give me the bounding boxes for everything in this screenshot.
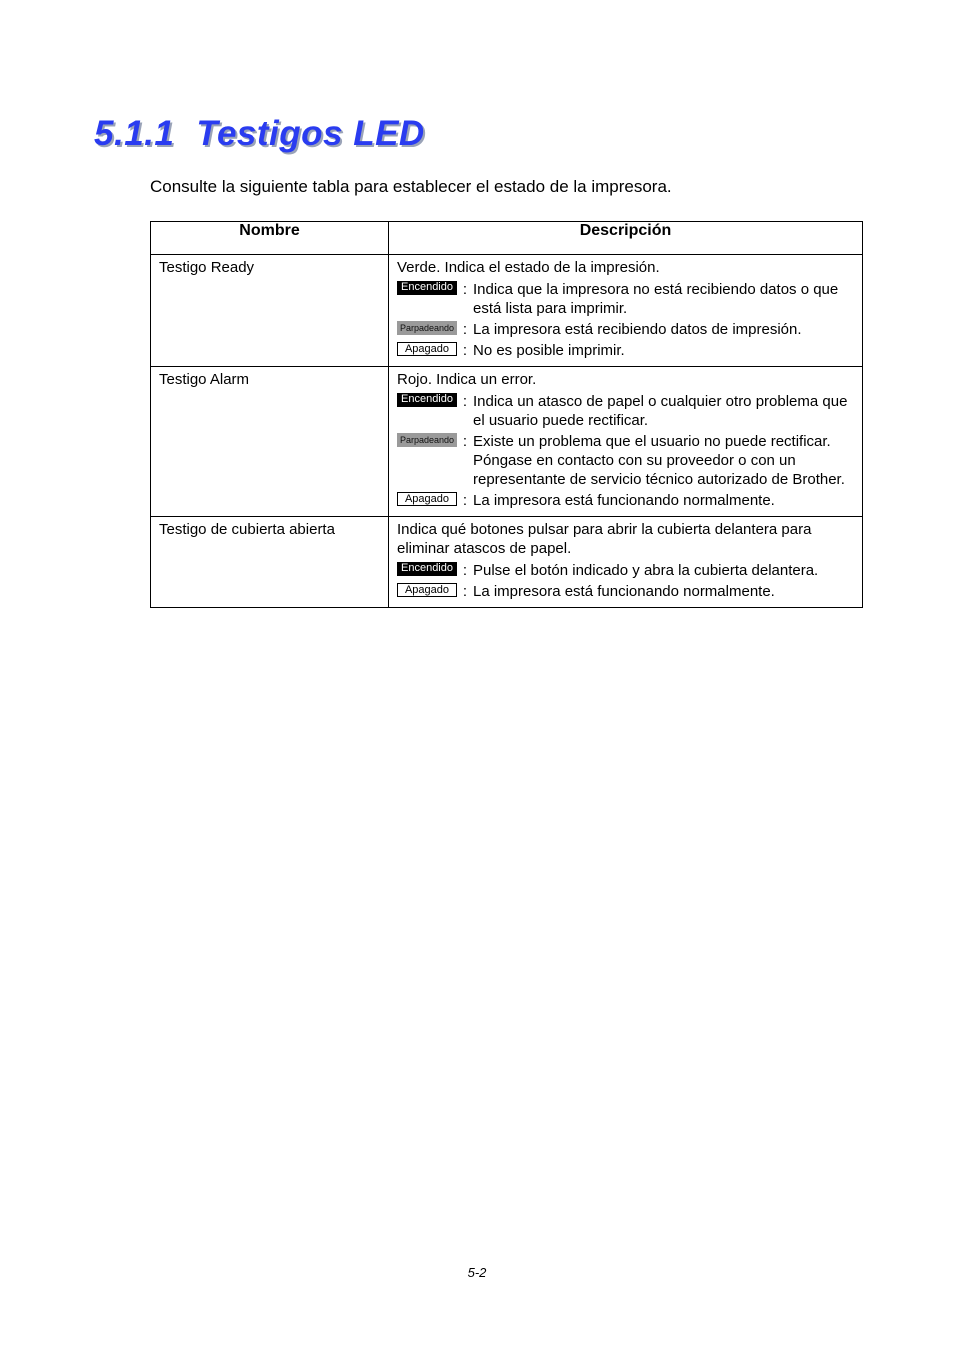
status-text: La impresora está funcionando normalmente. bbox=[473, 492, 775, 509]
table-row bbox=[151, 517, 863, 608]
separator: : bbox=[462, 393, 468, 410]
separator: : bbox=[462, 583, 468, 600]
status-item bbox=[397, 392, 854, 430]
status-text: Pulse el botón indicado y abra la cubierta delantera. bbox=[473, 562, 819, 579]
header-nombre: Nombre bbox=[151, 222, 389, 255]
description-intro: Verde. Indica el estado de la impresión. bbox=[397, 259, 660, 276]
status-item bbox=[397, 582, 854, 601]
status-badge-parpadeando: Parpadeando bbox=[397, 433, 457, 447]
intro-paragraph: Consulte la siguiente tabla para establecer el estado de la impresora. bbox=[150, 177, 672, 196]
status-badge-apagado: Apagado bbox=[397, 583, 457, 597]
separator: : bbox=[462, 433, 468, 450]
status-badge-encendido: Encendido bbox=[397, 393, 457, 407]
status-item bbox=[397, 341, 854, 360]
table-header-row bbox=[151, 222, 863, 255]
page-number: 5-2 bbox=[467, 1265, 487, 1280]
status-item bbox=[397, 561, 854, 580]
status-badge-apagado: Apagado bbox=[397, 492, 457, 506]
status-text: La impresora está funcionando normalmente. bbox=[473, 583, 775, 600]
status-item bbox=[397, 491, 854, 510]
status-item bbox=[397, 280, 854, 318]
section-title-text: Testigos LED bbox=[196, 114, 425, 153]
led-description bbox=[389, 255, 863, 367]
table-row bbox=[151, 367, 863, 517]
led-name: Testigo Ready bbox=[151, 255, 389, 367]
separator: : bbox=[462, 562, 468, 579]
description-intro: Indica qué botones pulsar para abrir la cubierta delantera para eliminar atascos de papel. bbox=[397, 521, 812, 557]
separator: : bbox=[462, 321, 468, 338]
status-badge-parpadeando: Parpadeando bbox=[397, 321, 457, 335]
status-badge-encendido: Encendido bbox=[397, 562, 457, 576]
status-item bbox=[397, 320, 854, 339]
status-text: Existe un problema que el usuario no puede rectificar. Póngase en contacto con su proveedor o con un representante de servicio técnico autorizado de Brother. bbox=[473, 433, 845, 488]
led-name: Testigo de cubierta abierta bbox=[151, 517, 389, 608]
status-text: La impresora está recibiendo datos de impresión. bbox=[473, 321, 802, 338]
section-title bbox=[94, 114, 425, 154]
status-text: Indica un atasco de papel o cualquier otro problema que el usuario puede rectificar. bbox=[473, 393, 848, 429]
description-intro: Rojo. Indica un error. bbox=[397, 371, 537, 388]
status-text: Indica que la impresora no está recibiendo datos o que está lista para imprimir. bbox=[473, 281, 839, 317]
table-row bbox=[151, 255, 863, 367]
section-number: 5.1.1 bbox=[94, 114, 175, 153]
status-item bbox=[397, 432, 854, 489]
status-text: No es posible imprimir. bbox=[473, 342, 625, 359]
header-descripcion: Descripción bbox=[389, 222, 863, 255]
separator: : bbox=[462, 492, 468, 509]
status-badge-apagado: Apagado bbox=[397, 342, 457, 356]
separator: : bbox=[462, 281, 468, 298]
status-badge-encendido: Encendido bbox=[397, 281, 457, 295]
led-name: Testigo Alarm bbox=[151, 367, 389, 517]
led-description bbox=[389, 517, 863, 608]
separator: : bbox=[462, 342, 468, 359]
led-table bbox=[150, 221, 863, 608]
led-description bbox=[389, 367, 863, 517]
